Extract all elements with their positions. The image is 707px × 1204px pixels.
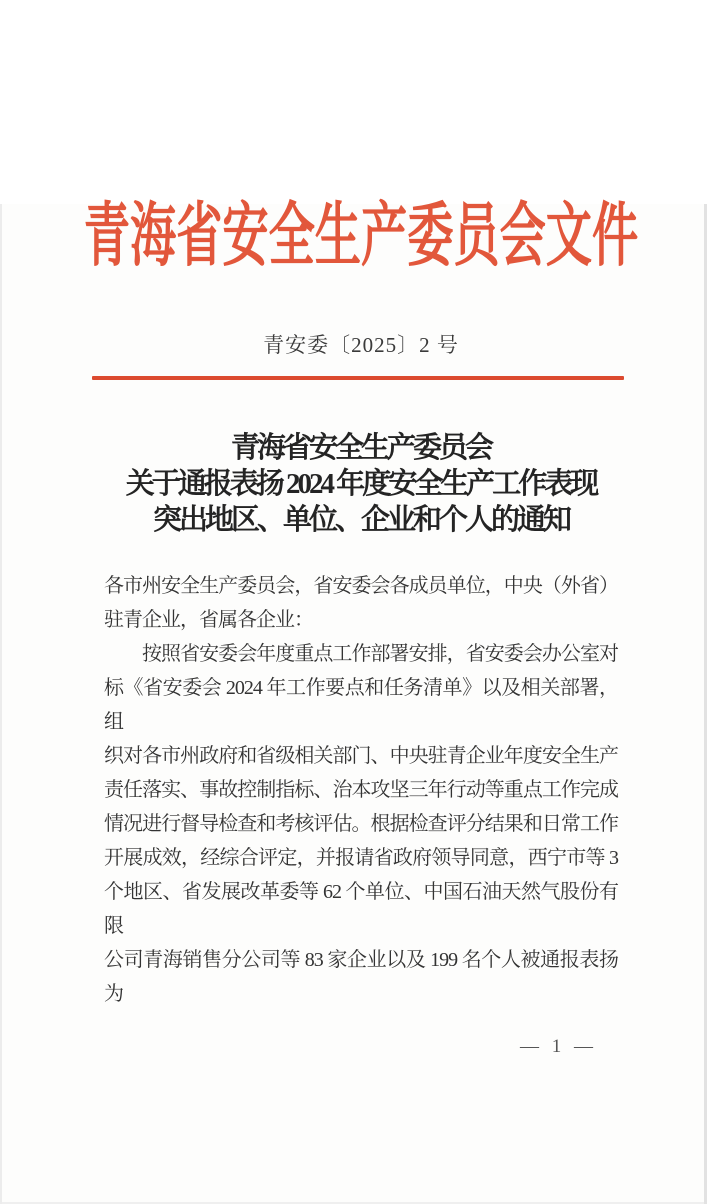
title-line: 青海省安全生产委员会: [230, 432, 491, 464]
body-line: 按照省安委会年度重点工作部署安排，省安委会办公室对: [142, 643, 618, 665]
letterhead-title: 青海省安全生产委员会文件: [83, 198, 639, 275]
body-line: 各市州安全生产委员会，省安委会各成员单位，中央（外省）: [104, 575, 618, 597]
body-line: 驻青企业，省属各企业：: [104, 609, 313, 631]
red-divider-line: [92, 376, 624, 380]
title-line: 关于通报表扬 2024 年度安全生产工作表现: [125, 468, 597, 500]
body-line: 织对各市州政府和省级相关部门、中央驻青企业年度安全生产: [104, 745, 618, 767]
body-line: 个地区、省发展改革委等 62 个单位、中国石油天然气股份有限: [104, 881, 618, 937]
title-line: 突出地区、单位、企业和个人的通知: [152, 504, 569, 536]
body-line: 标《省安委会 2024 年工作要点和任务清单》以及相关部署，组: [104, 677, 618, 733]
body-line: 开展成效，经综合评定，并报请省政府领导同意，西宁市等 3: [104, 847, 618, 869]
document-body: [104, 569, 618, 1011]
document-number: 青安委〔2025〕2 号: [263, 333, 459, 357]
page-number: — 1 —: [520, 1036, 597, 1057]
body-line: 责任落实、事故控制指标、治本攻坚三年行动等重点工作完成: [104, 779, 618, 801]
document-title: [15, 430, 707, 538]
scanned-document-page: [0, 198, 707, 1204]
body-line: 公司青海销售分公司等 83 家企业以及 199 名个人被通报表扬为: [104, 949, 618, 1005]
body-line: 情况进行督导检查和考核评估。根据检查评分结果和日常工作: [104, 813, 618, 835]
letterhead: [15, 198, 707, 275]
